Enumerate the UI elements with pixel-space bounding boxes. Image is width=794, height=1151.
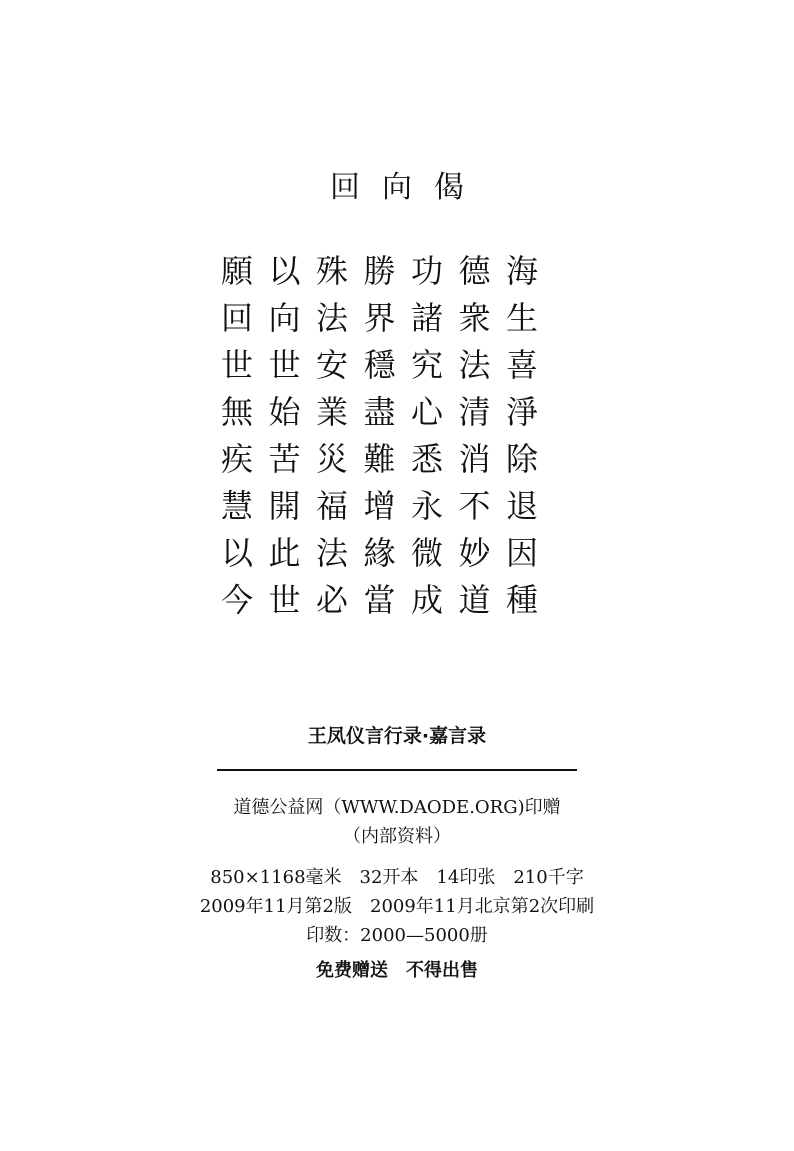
verse-line: 以此法緣微妙因 <box>221 534 554 572</box>
format-line: 850×1168毫米 32开本 14印张 210千字 <box>210 867 584 888</box>
verse-line: 疾苦災難悉消除 <box>221 440 554 478</box>
verse-line: 今世必當成道種 <box>221 581 554 619</box>
publisher-line: 道德公益网（WWW.DAODE.ORG)印赠 <box>233 797 561 818</box>
print-count: 印数：2000—5000册 <box>306 925 488 946</box>
verse-line: 回向法界諸衆生 <box>221 299 554 337</box>
verse-line: 願以殊勝功德海 <box>221 252 554 290</box>
book-title: 王凤仪言行录·嘉言录 <box>307 725 487 747</box>
internal-note: （内部资料） <box>343 826 451 847</box>
divider <box>217 769 577 771</box>
verse-block <box>221 248 561 624</box>
verse-line: 慧開福增永不退 <box>221 487 554 525</box>
verse-line: 無始業盡心清淨 <box>221 393 554 431</box>
free-notice: 免费赠送 不得出售 <box>316 960 478 981</box>
verse-line: 世世安穩究法喜 <box>221 346 554 384</box>
page-title: 回向偈 <box>330 170 486 205</box>
colophon <box>0 720 794 986</box>
spacer <box>0 851 794 863</box>
edition-line: 2009年11月第2版 2009年11月北京第2次印刷 <box>199 896 595 917</box>
